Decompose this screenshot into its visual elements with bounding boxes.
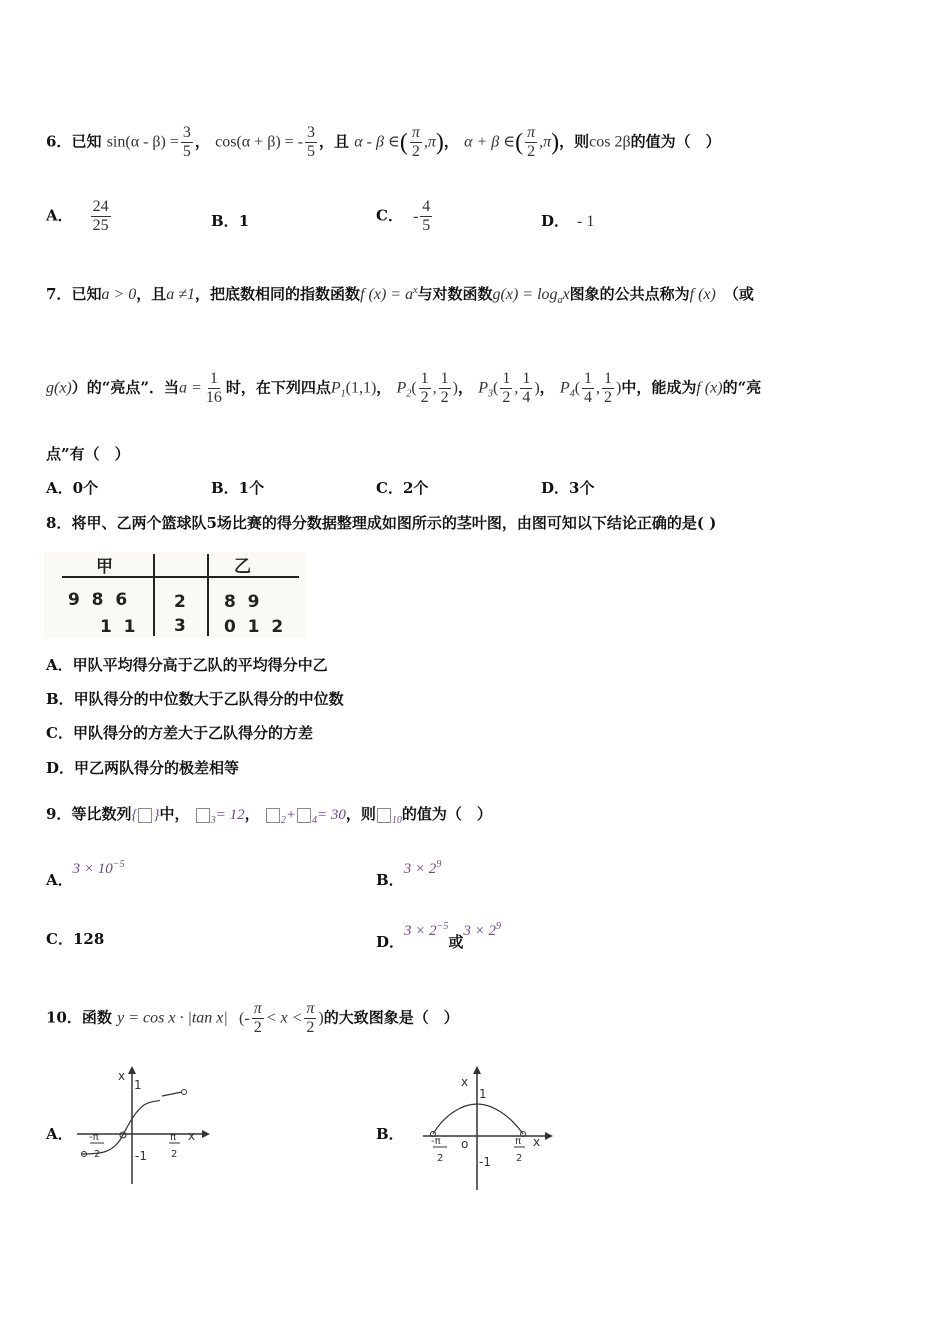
svg-text:1: 1	[134, 1078, 142, 1092]
q9-number: 9．	[46, 805, 72, 823]
q6-target-expr: cos 2β	[589, 133, 631, 151]
q10-function-expr: y = cos x · |tan x|	[117, 1009, 228, 1027]
q8-option-d[interactable]: D．甲乙两队得分的极差相等	[46, 759, 240, 777]
q6-text-2: ，	[194, 132, 210, 151]
q8-row2-right: 0 1 2	[224, 617, 284, 637]
q6-fraction-3-5: $\frac{3}{5}$	[182, 124, 191, 160]
svg-text:π: π	[170, 1132, 177, 1143]
svg-text:2: 2	[171, 1149, 178, 1160]
q6-cos-expr: cos(α + β) = -	[215, 133, 304, 151]
q9-option-a[interactable]: A．$3 \times 10^{-5}$	[46, 859, 125, 889]
svg-text:-π: -π	[431, 1136, 441, 1147]
q8-number: 8．	[46, 514, 72, 532]
q8-right-head: 乙	[234, 557, 251, 577]
q6-option-d[interactable]: D． - 1	[541, 212, 595, 230]
q9-option-c[interactable]: C．128	[46, 930, 105, 948]
q9-stem: 9．等比数列{ }中， $_3$= 12， $_2$+ $_4$= 30，则 $_{10}$的值为（ ）	[46, 805, 492, 826]
q7-option-c[interactable]: C．2个	[376, 479, 429, 497]
svg-text:π: π	[515, 1136, 522, 1147]
q8-option-a[interactable]: A．甲队平均得分高于乙队的平均得分中乙	[46, 656, 328, 674]
svg-text:2: 2	[516, 1153, 523, 1164]
svg-text:x: x	[118, 1069, 126, 1083]
q6-text-6: 的值为（ ）	[630, 132, 721, 151]
q8-row1-stem: 2	[174, 592, 186, 612]
q10-graph-a[interactable]	[72, 1062, 222, 1192]
q8-left-head: 甲	[96, 557, 113, 577]
q6-option-b[interactable]: B．1	[211, 212, 250, 230]
svg-text:-1: -1	[479, 1155, 491, 1169]
q8-row2-stem: 3	[174, 616, 186, 636]
q8-row2-left: 1 1	[100, 617, 136, 637]
q8-row1-right: 8 9	[224, 592, 260, 612]
q6-text-3: ，且	[319, 132, 350, 151]
svg-text:-1: -1	[135, 1149, 147, 1163]
q9-symbol-box	[138, 808, 152, 823]
q9-option-d[interactable]: D．$3 \times 2^{-5}$或$3 \times 2^9$	[376, 921, 502, 951]
svg-text:-π: -π	[89, 1132, 99, 1143]
q8-option-b[interactable]: B．甲队得分的中位数大于乙队得分的中位数	[46, 690, 344, 708]
q7-option-a[interactable]: A．0个	[46, 479, 99, 497]
svg-text:2: 2	[94, 1149, 101, 1160]
q6-fraction-neg-3-5: $\frac{3}{5}$	[307, 124, 316, 160]
q7-option-b[interactable]: B．1个	[211, 479, 265, 497]
q8-stem-leaf-table	[44, 552, 306, 638]
q6-range-1-expr: α - β ∈	[354, 133, 400, 151]
svg-text:2: 2	[437, 1153, 444, 1164]
svg-text:1: 1	[479, 1087, 487, 1101]
q8-option-c[interactable]: C．甲队得分的方差大于乙队得分的方差	[46, 724, 313, 742]
q10-option-a[interactable]: A．	[46, 1125, 73, 1143]
svg-text:x: x	[461, 1075, 469, 1089]
q6-range-2-expr: α + β ∈	[464, 133, 516, 151]
q7-stem-line3: 点”有（ ）	[46, 445, 130, 463]
q6-number: 6．	[46, 132, 72, 151]
q10-stem: 10．函数 y = cos x · |tan x| (- $\frac{\pi}{2}$ < x < $\frac{\pi}{2}$ )的大致图象是（ ）	[46, 1000, 459, 1036]
q6-text-1: 已知	[71, 132, 102, 151]
svg-text:o: o	[461, 1137, 469, 1151]
q6-stem: 6．已知 sin(α - β) = $\frac{3}{5}$ ， cos(α + β) = - $\frac{3}{5}$ ，且 α - β ∈( $\frac{\pi}{2}$ ,π)， α + β ∈( $\frac{\pi}{2}$ ,π)，则cos 2β的值为（ ）	[46, 124, 721, 160]
q9-option-b[interactable]: B．$3 \times 2^9$	[376, 859, 442, 889]
q10-graph-b[interactable]	[415, 1066, 565, 1196]
q6-option-c[interactable]: C． - $\frac{4}{5}$	[376, 198, 431, 234]
q8-row1-left: 9 8 6	[68, 590, 128, 610]
q6-option-a[interactable]: A． $\frac{24}{25}$	[46, 198, 109, 234]
q6-pi-over-2: $\frac{\pi}{2}$	[411, 124, 420, 160]
svg-text:x: x	[533, 1135, 541, 1149]
q7-stem-line1: 7．已知a > 0，且a ≠1，把底数相同的指数函数f $(x) = a^x$与对数函数$g(x) = \log_ax$图象的公共点称为f (x) （或	[46, 285, 754, 306]
q6-text-5: ，则	[559, 132, 590, 151]
q7-number: 7．	[46, 285, 72, 303]
q6-sin-expr: sin(α - β) =	[106, 133, 179, 151]
q7-option-d[interactable]: D．3个	[541, 479, 595, 497]
q7-stem-line2: g(x)）的“亮点”．当a = $\frac{1}{16}$ 时，在下列四点$P_1(1,1)$， $P_2$( $\frac{1}{2}$ , $\frac{1}{2}$ )， $P_3$( $\frac{1}{2}$ , $\frac{1}{4}$ )， $P_4$( $\frac{1}{4}$ , $\frac{1}{2}$ )中，能成为f (x)的“亮	[46, 370, 762, 406]
q6-pi-over-2b: $\frac{\pi}{2}$	[527, 124, 536, 160]
q10-number: 10．	[46, 1008, 82, 1027]
q10-option-b[interactable]: B．	[376, 1125, 404, 1143]
svg-text:x: x	[188, 1129, 196, 1143]
q6-text-4: ，	[443, 132, 459, 151]
q8-stem: 8．将甲、乙两个篮球队5场比赛的得分数据整理成如图所示的茎叶图，由图可知以下结论正确的是( )	[46, 514, 717, 532]
